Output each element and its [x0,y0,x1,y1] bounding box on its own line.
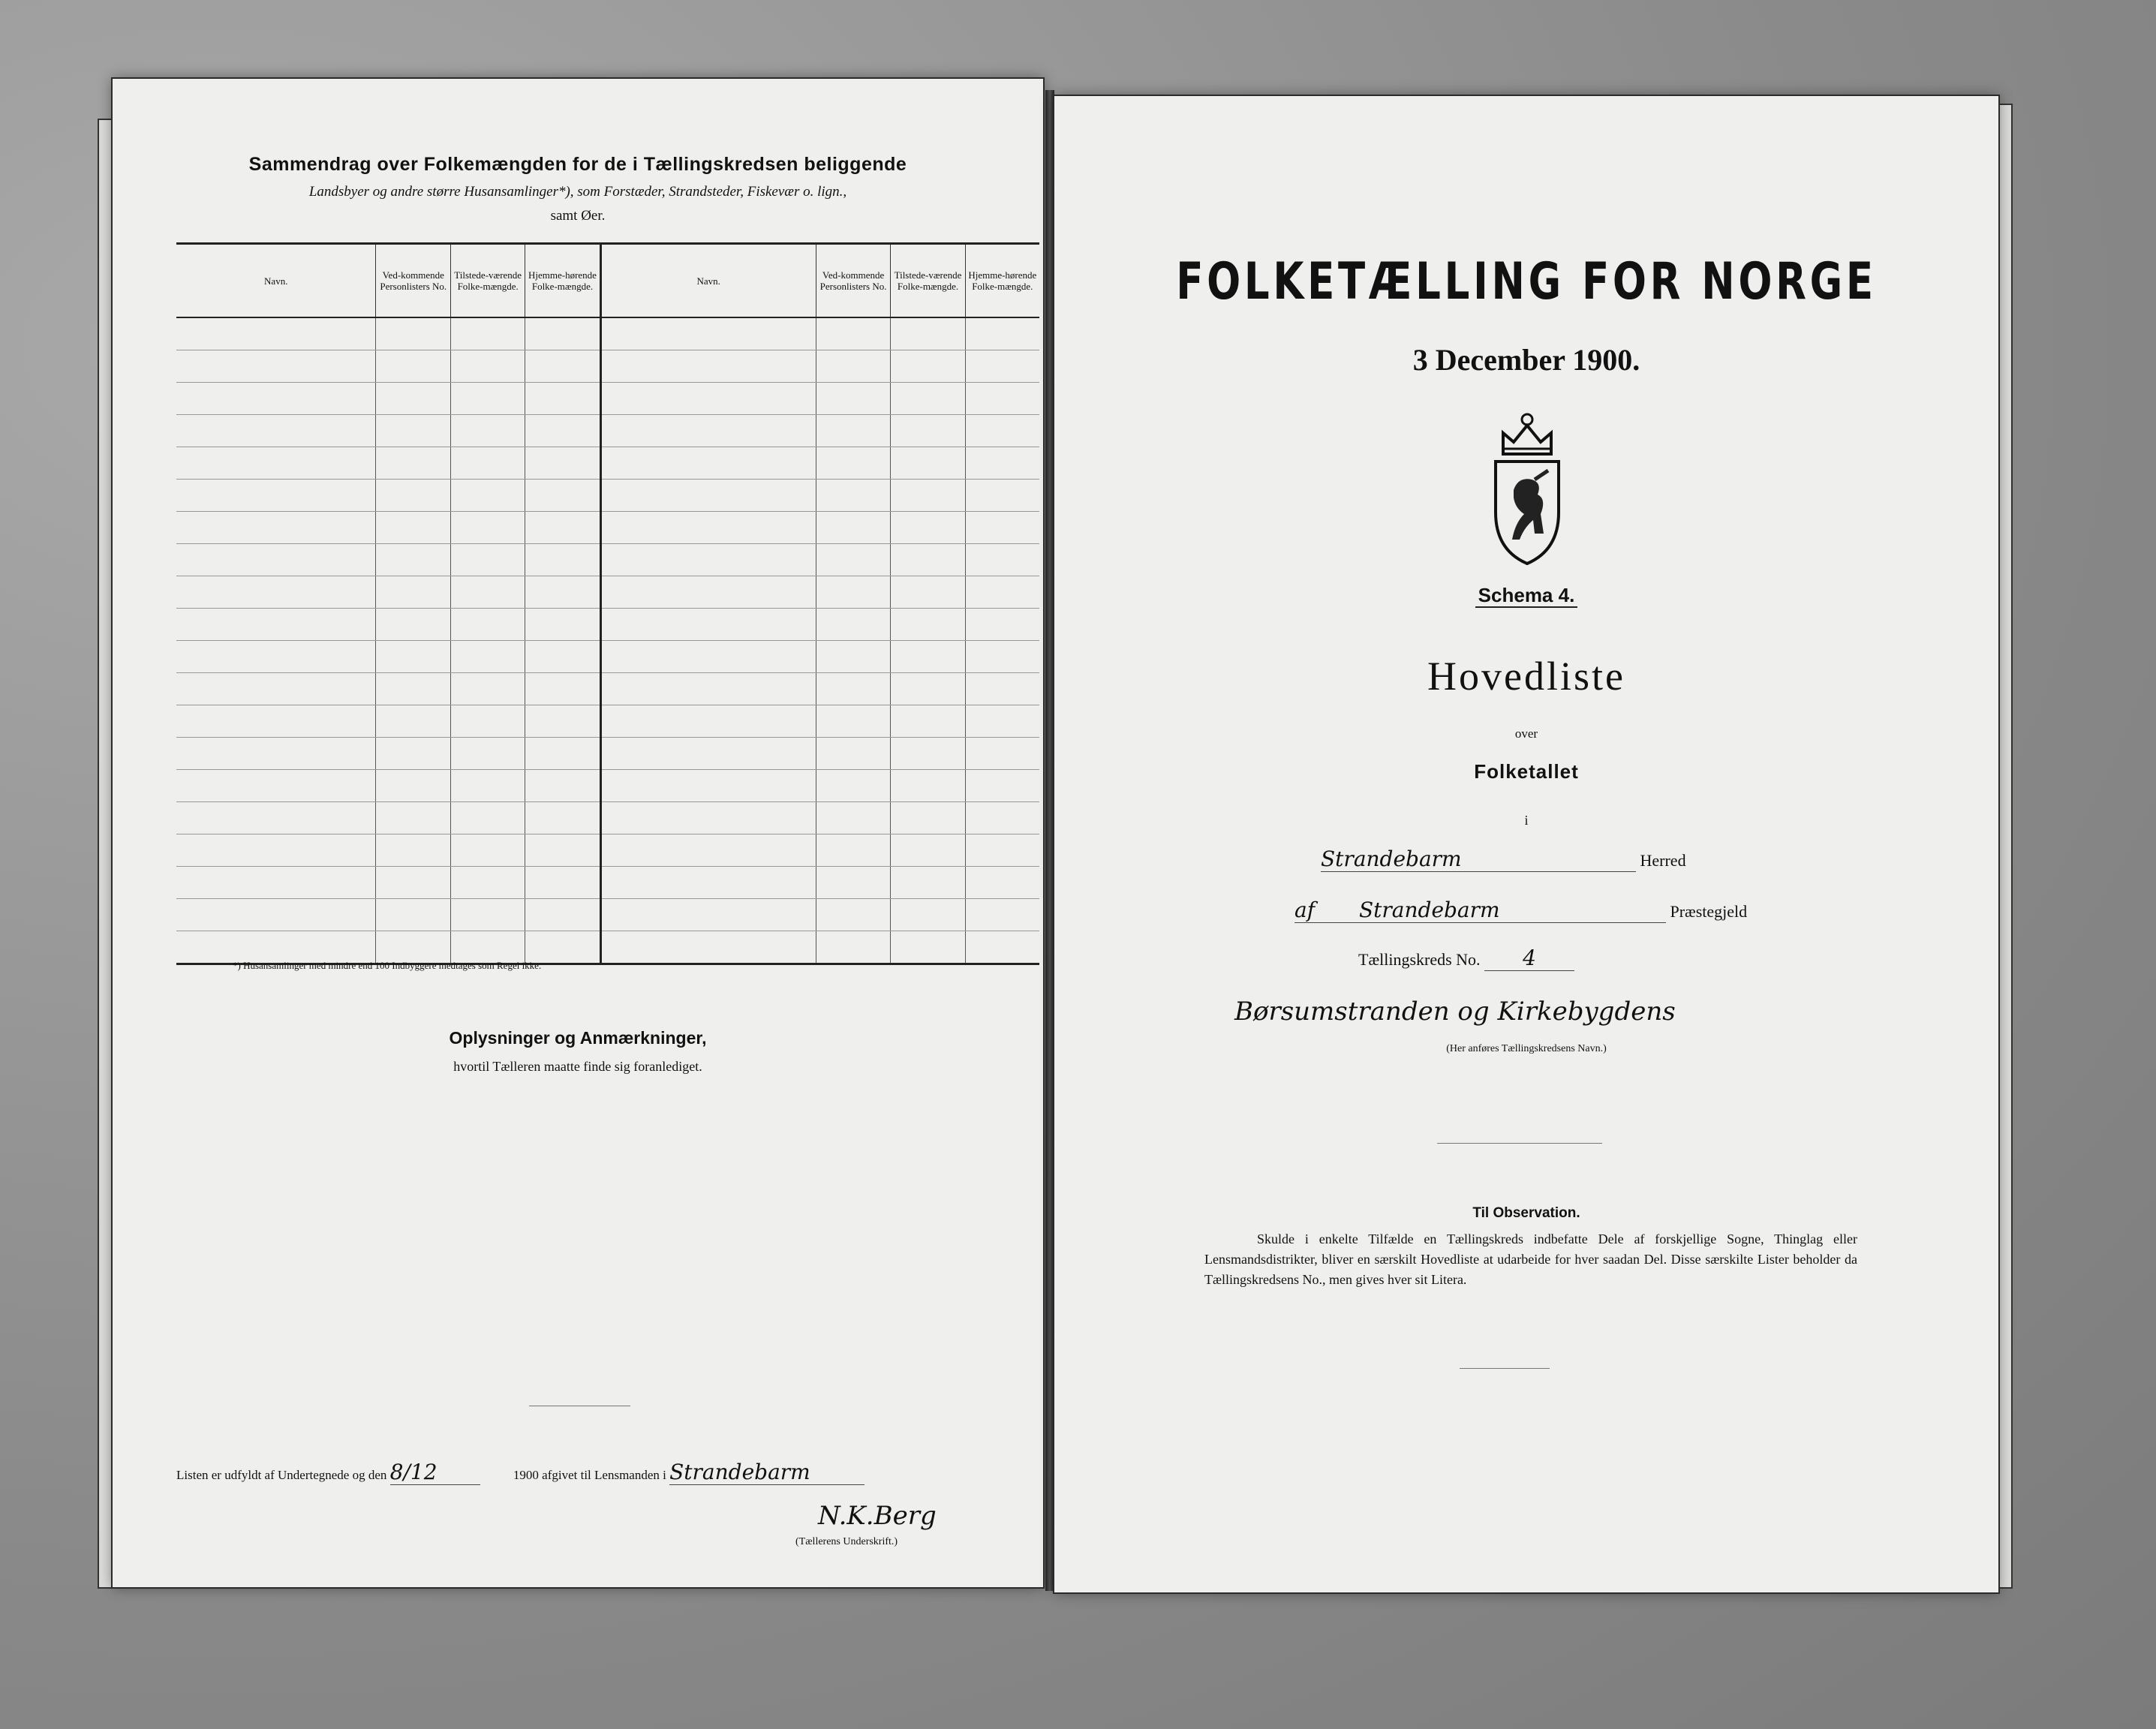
table-cell [600,705,816,738]
table-cell [600,415,816,447]
table-cell [600,834,816,867]
column-header: Tilstede-værende Folke-mængde. [451,244,525,318]
table-cell [376,834,451,867]
table-cell [451,447,525,480]
table-cell [451,899,525,931]
table-cell [891,770,965,802]
table-cell [600,576,816,609]
word-over: over [1514,726,1538,741]
table-cell [176,544,376,576]
column-header: Ved-kommende Personlisters No. [816,244,891,318]
table-row [176,641,1039,673]
table-cell [891,383,965,415]
table-cell [176,899,376,931]
table-cell [891,802,965,834]
table-cell [525,415,600,447]
table-cell [451,738,525,770]
table-cell [600,770,816,802]
table-cell [525,867,600,899]
table-cell [816,576,891,609]
table-cell [816,317,891,350]
table-cell [600,867,816,899]
table-row [176,931,1039,964]
table-cell [525,544,600,576]
table-cell [176,576,376,609]
table-cell [176,383,376,415]
table-cell [965,899,1039,931]
table-row [176,770,1039,802]
table-cell [176,415,376,447]
praestegjeld-prefix: af [1295,898,1316,922]
table-cell [891,738,965,770]
table-cell [816,480,891,512]
table-cell [816,447,891,480]
table-cell [891,317,965,350]
left-page [113,79,1043,1587]
notes-subtitle: hvortil Tælleren maatte finde sig foranlediget. [453,1059,702,1074]
sign-prefix: Listen er udfyldt af Undertegnede og den [176,1468,387,1482]
table-cell [965,867,1039,899]
table-cell [451,609,525,641]
subject-folketallet: Folketallet [1474,760,1579,783]
table-cell [816,899,891,931]
table-cell [376,350,451,383]
table-cell [376,447,451,480]
heading-hovedliste: Hovedliste [1427,654,1625,699]
table-row [176,899,1039,931]
table-cell [376,738,451,770]
sign-year: 1900 [513,1468,539,1482]
table-cell [600,673,816,705]
table-cell [525,834,600,867]
table-cell [816,383,891,415]
table-cell [376,673,451,705]
table-cell [816,544,891,576]
right-page [1054,96,1998,1592]
column-header: Hjemme-hørende Folke-mængde. [965,244,1039,318]
table-row [176,738,1039,770]
table-cell [600,738,816,770]
table-cell [891,867,965,899]
table-header-row [176,244,1039,318]
table-cell [176,512,376,544]
divider [1460,1368,1550,1369]
table-cell [816,350,891,383]
table-cell [600,641,816,673]
table-cell [891,673,965,705]
table-cell [600,899,816,931]
herred-line [1321,846,1686,872]
table-cell [451,415,525,447]
praestegjeld-value: Strandebarm [1358,898,1500,922]
table-cell [965,576,1039,609]
table-cell [451,867,525,899]
table-cell [525,705,600,738]
column-header: Navn. [600,244,816,318]
table-cell [891,576,965,609]
divider [1437,1143,1602,1144]
table-cell [525,802,600,834]
table-cell [176,867,376,899]
observation-text: Skulde i enkelte Tilfælde en Tællingskreds indbefatte Dele af forskjellige Sogne, Thinglag eller Lensmandsdistrikter, bliver en særskilt Hovedliste at udarbeide for hver saadan Del. Disse særskilte Lister beholder da Tællingskredsens No., men gives hver sit Litera. [1204,1231,1857,1287]
summary-subtitle-line2: samt Øer. [550,208,606,224]
schema-text: Schema 4. [1475,584,1578,608]
table-cell [816,738,891,770]
table-cell [891,480,965,512]
herred-label: Herred [1640,851,1686,870]
table-cell [176,802,376,834]
summary-title: Sammendrag over Folkemængden for de i Tællingskredsen beliggende [248,154,907,175]
table-cell [891,931,965,964]
kreds-number-line [1358,946,1574,971]
table-row [176,673,1039,705]
table-cell [451,931,525,964]
table-cell [600,544,816,576]
table-cell [176,931,376,964]
coat-of-arms-icon [1460,407,1595,569]
table-cell [376,480,451,512]
sign-place: Strandebarm [669,1460,865,1485]
table-cell [816,834,891,867]
table-cell [525,609,600,641]
table-cell [965,802,1039,834]
notes-title: Oplysninger og Anmærkninger, [449,1028,707,1048]
praestegjeld-field [1295,898,1666,923]
table-row [176,317,1039,350]
table-cell [525,673,600,705]
table-cell [600,512,816,544]
table-cell [965,383,1039,415]
table-cell [891,447,965,480]
summary-table [176,242,1039,965]
column-header: Tilstede-værende Folke-mængde. [891,244,965,318]
table-cell [451,544,525,576]
table-cell [525,350,600,383]
table-cell [451,641,525,673]
table-cell [376,544,451,576]
table-cell [816,770,891,802]
column-header: Ved-kommende Personlisters No. [376,244,451,318]
table-cell [965,770,1039,802]
signature-line [176,1460,865,1485]
table-cell [451,512,525,544]
praestegjeld-label: Præstegjeld [1670,902,1748,921]
table-cell [965,834,1039,867]
table-cell [965,447,1039,480]
table-cell [376,609,451,641]
table-cell [176,350,376,383]
kreds-caption: (Her anføres Tællingskredsens Navn.) [1446,1043,1607,1054]
table-cell [816,931,891,964]
table-row [176,447,1039,480]
table-cell [376,383,451,415]
table-cell [376,899,451,931]
table-cell [891,705,965,738]
schema-label [1054,584,1998,607]
table-cell [176,609,376,641]
summary-table-body [176,317,1039,964]
table-cell [376,317,451,350]
table-row [176,576,1039,609]
table-cell [525,899,600,931]
table-cell [376,770,451,802]
book-gutter [1045,90,1054,1591]
table-cell [525,480,600,512]
table-row [176,512,1039,544]
table-row [176,609,1039,641]
table-cell [600,447,816,480]
table-cell [600,317,816,350]
table-cell [600,383,816,415]
table-cell [816,705,891,738]
table-cell [891,544,965,576]
table-cell [965,738,1039,770]
table-cell [176,447,376,480]
table-row [176,544,1039,576]
table-cell [376,415,451,447]
column-header: Hjemme-hørende Folke-mængde. [525,244,600,318]
column-header: Navn. [176,244,376,318]
table-cell [525,383,600,415]
table-cell [891,641,965,673]
table-cell [451,770,525,802]
table-cell [525,641,600,673]
table-cell [451,802,525,834]
sign-date: 8/12 [390,1460,480,1485]
table-cell [376,641,451,673]
herred-value: Strandebarm [1321,846,1636,872]
table-cell [600,802,816,834]
table-cell [176,317,376,350]
table-cell [816,641,891,673]
table-cell [525,738,600,770]
observation-title: Til Observation. [1472,1205,1580,1221]
table-cell [816,512,891,544]
table-cell [525,447,600,480]
table-cell [816,802,891,834]
table-row [176,383,1039,415]
footnote: *) Husansamlinger med mindre end 100 Indbyggere medtages som Regel ikke. [233,960,542,971]
table-cell [965,641,1039,673]
table-cell [965,480,1039,512]
table-cell [965,544,1039,576]
table-cell [525,770,600,802]
table-cell [965,931,1039,964]
table-cell [176,641,376,673]
table-cell [376,705,451,738]
table-cell [600,609,816,641]
table-cell [451,834,525,867]
table-cell [451,383,525,415]
table-row [176,802,1039,834]
table-cell [525,576,600,609]
praestegjeld-line [1295,898,1747,923]
teller-signature: N.K.Berg [818,1501,937,1531]
table-cell [965,317,1039,350]
table-cell [525,317,600,350]
table-row [176,705,1039,738]
table-cell [965,415,1039,447]
table-cell [376,576,451,609]
table-cell [451,576,525,609]
table-cell [891,609,965,641]
kreds-number: 4 [1484,946,1574,971]
table-cell [891,350,965,383]
table-cell [965,705,1039,738]
table-cell [525,931,600,964]
table-cell [176,705,376,738]
sign-middle: afgivet til Lensmanden i [542,1468,666,1482]
table-cell [376,802,451,834]
table-cell [891,512,965,544]
table-cell [816,673,891,705]
table-cell [600,350,816,383]
table-cell [176,770,376,802]
table-cell [600,931,816,964]
table-row [176,867,1039,899]
table-cell [600,480,816,512]
table-row [176,480,1039,512]
table-cell [891,415,965,447]
main-title: FOLKETÆLLING FOR NORGE [1176,252,1877,311]
table-cell [451,350,525,383]
kreds-label: Tællingskreds No. [1358,950,1481,969]
table-row [176,415,1039,447]
table-cell [451,480,525,512]
table-cell [176,834,376,867]
table-cell [376,931,451,964]
table-cell [965,673,1039,705]
table-cell [816,609,891,641]
table-cell [451,673,525,705]
summary-subtitle: Landsbyer og andre større Husansamlinger*), som Forstæder, Strandsteder, Fiskevær o. lign., [308,184,847,200]
signature-caption: (Tællerens Underskrift.) [795,1536,898,1547]
table-cell [891,899,965,931]
table-row [176,834,1039,867]
table-cell [451,317,525,350]
table-cell [451,705,525,738]
table-cell [376,867,451,899]
table-cell [816,415,891,447]
table-row [176,350,1039,383]
table-cell [525,512,600,544]
kreds-name: Børsumstranden og Kirkebygdens [1234,997,1676,1027]
word-i: i [1524,813,1529,828]
table-cell [176,673,376,705]
table-cell [176,480,376,512]
census-date: 3 December 1900. [1412,343,1640,377]
table-cell [816,867,891,899]
table-cell [965,512,1039,544]
table-cell [176,738,376,770]
table-cell [376,512,451,544]
table-cell [965,609,1039,641]
table-cell [965,350,1039,383]
table-cell [891,834,965,867]
